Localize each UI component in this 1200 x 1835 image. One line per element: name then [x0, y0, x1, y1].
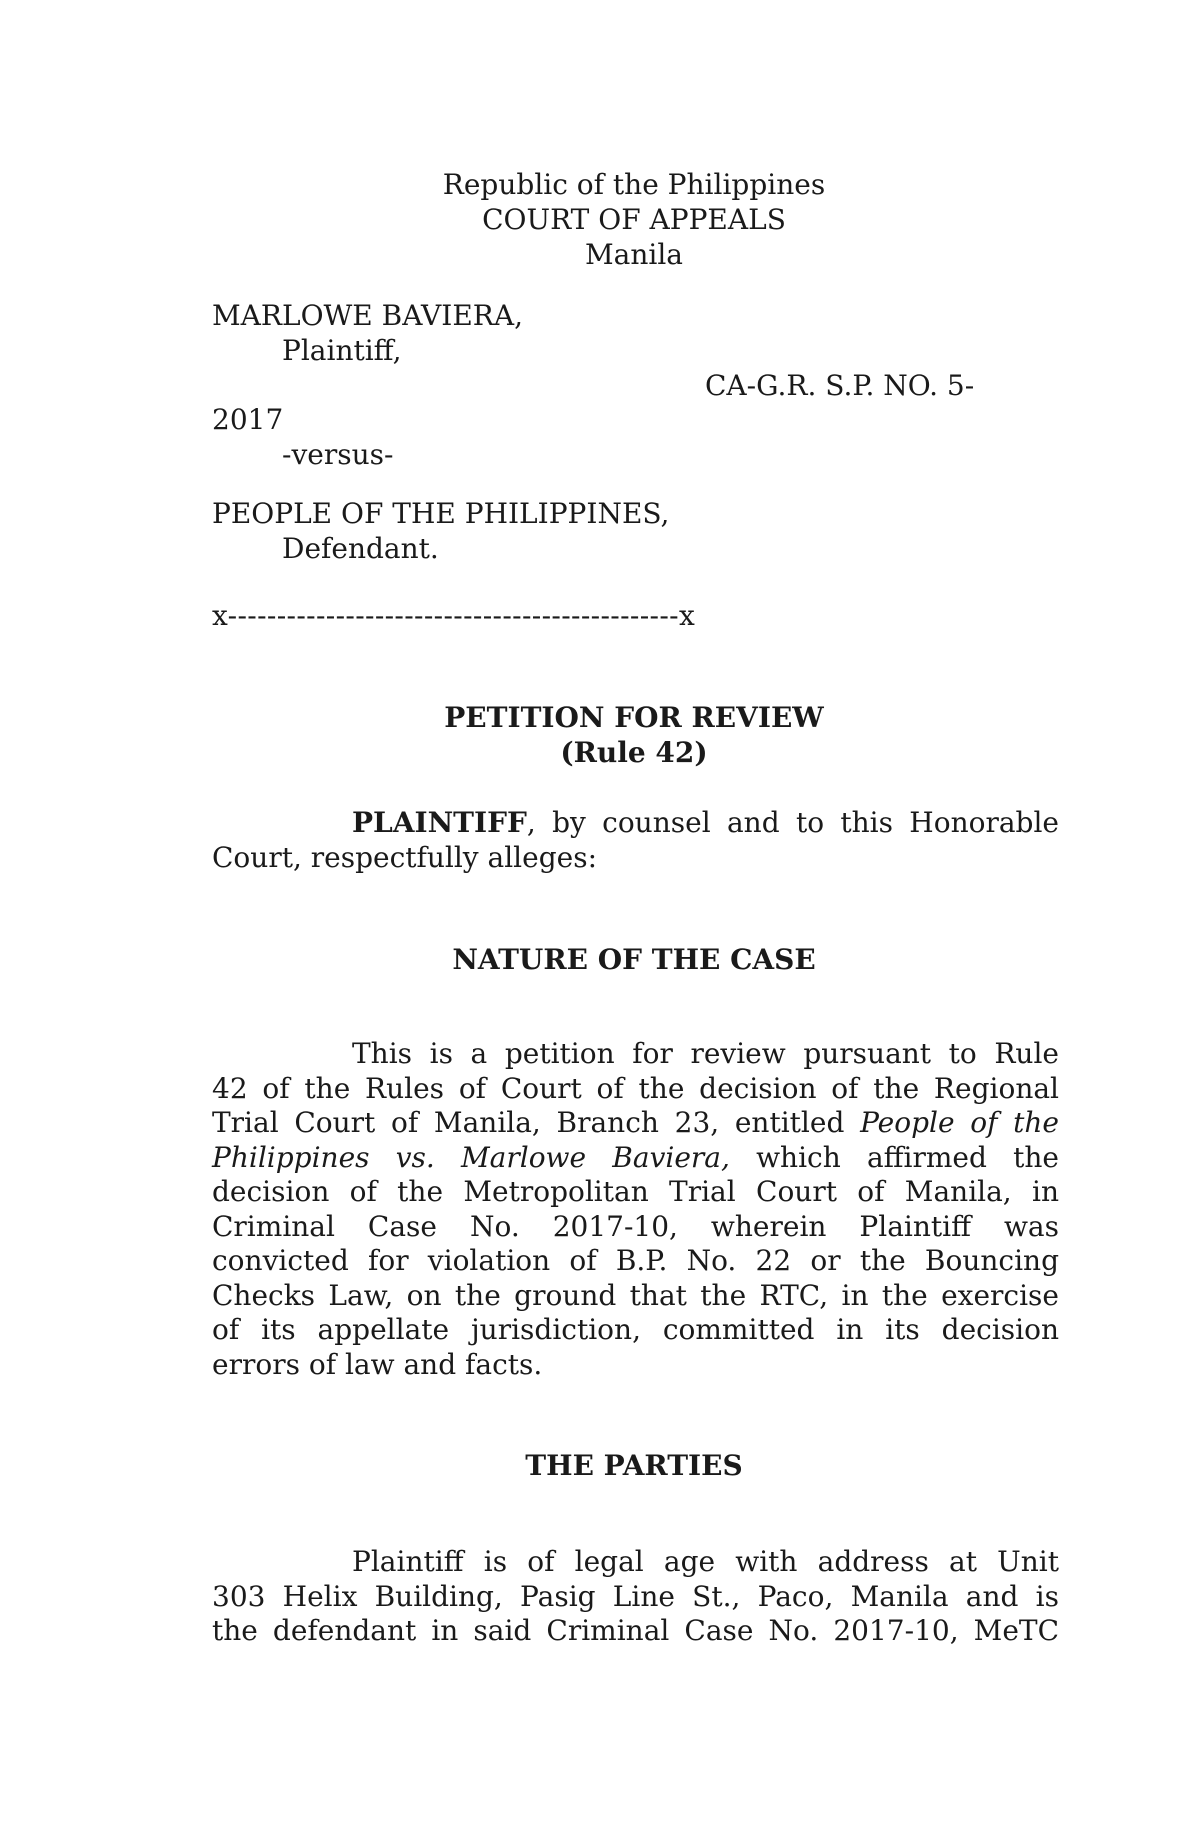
header-city: Manila — [585, 238, 683, 271]
nature-line-4 — [212, 1141, 1059, 1176]
nature-line-4-rest: which affirmed the — [729, 1140, 1059, 1174]
nature-heading: NATURE OF THE CASE — [452, 943, 816, 976]
nature-line-7: convicted for violation of B.P. No. 22 or the Bouncing — [212, 1244, 1059, 1277]
document-title: PETITION FOR REVIEW — [444, 701, 824, 734]
defendant-name: PEOPLE OF THE PHILIPPINES, — [212, 497, 670, 530]
intro-line-1 — [212, 806, 1059, 841]
header-republic: Republic of the Philippines — [442, 168, 826, 201]
defendant-role: Defendant. — [282, 532, 439, 565]
case-number-year: 2017 — [212, 403, 284, 436]
plaintiff-name: MARLOWE BAVIERA, — [212, 299, 523, 332]
nature-line-9: of its appellate jurisdiction, committed in its decision — [212, 1313, 1059, 1346]
case-number: CA-G.R. S.P. NO. 5- — [705, 369, 975, 402]
parties-heading: THE PARTIES — [525, 1449, 743, 1482]
nature-line-5: decision of the Metropolitan Trial Court of Manila, in — [212, 1175, 1059, 1208]
parties-line-1: Plaintiff is of legal age with address at Unit — [352, 1545, 1059, 1578]
nature-line-3-text: Trial Court of Manila, Branch 23, entitled — [212, 1106, 861, 1139]
intro-paragraph — [212, 806, 1059, 875]
case-title-italic-2: Philippines vs. Marlowe Baviera, — [212, 1140, 730, 1174]
case-title-italic-1: People of the — [860, 1106, 1059, 1139]
nature-line-2: 42 of the Rules of Court of the decision of the Regional — [212, 1071, 1059, 1105]
parties-paragraph — [212, 1545, 1059, 1649]
caption-separator: x----------------------------------------------x — [212, 599, 696, 632]
intro-rest: , by counsel and to this Honorable — [526, 806, 1059, 839]
nature-paragraph — [212, 1037, 1059, 1382]
nature-line-8: Checks Law, on the ground that the RTC, in the exercise — [212, 1278, 1059, 1312]
intro-party: PLAINTIFF — [352, 806, 527, 839]
nature-line-3 — [212, 1106, 1059, 1141]
parties-line-2: 303 Helix Building, Pasig Line St., Paco, Manila and is — [212, 1579, 1059, 1613]
versus-label: -versus- — [282, 438, 394, 471]
intro-line-2: Court, respectfully alleges: — [212, 840, 597, 874]
nature-line-1: This is a petition for review pursuant to Rule — [352, 1037, 1059, 1070]
nature-line-10: errors of law and facts. — [212, 1347, 543, 1381]
nature-line-6: Criminal Case No. 2017-10, wherein Plaintiff was — [212, 1209, 1059, 1243]
parties-line-3: the defendant in said Criminal Case No. 2017-10, MeTC — [212, 1614, 1059, 1647]
header-court: COURT OF APPEALS — [482, 203, 786, 236]
document-subtitle: (Rule 42) — [560, 736, 708, 769]
plaintiff-role: Plaintiff, — [282, 334, 402, 367]
